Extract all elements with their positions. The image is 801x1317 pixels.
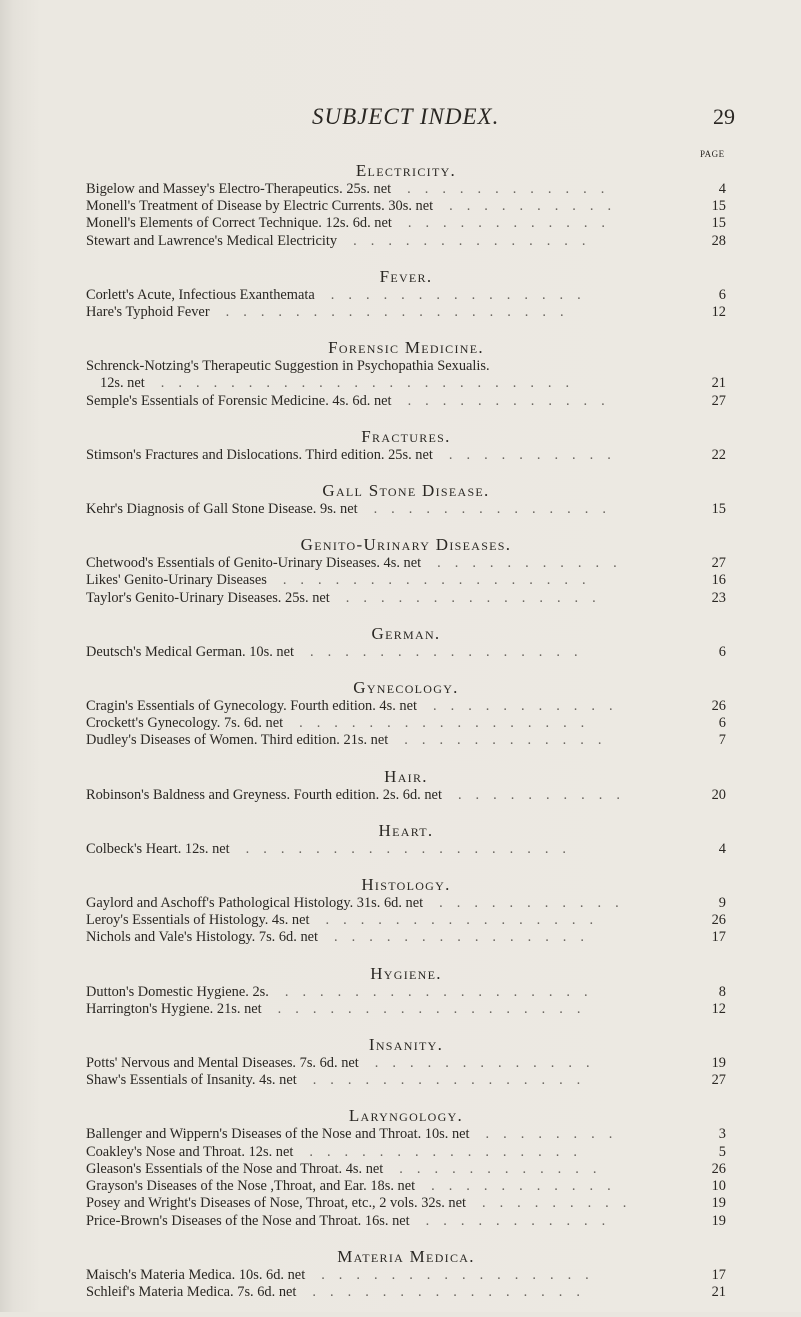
entry-title: Semple's Essentials of Forensic Medicine. 4s. 6d. net: [86, 392, 392, 409]
index-section: [86, 266, 726, 321]
index-entry: [86, 732, 726, 749]
dot-leader: ............: [407, 392, 619, 409]
index-entry: [86, 1072, 726, 1089]
dot-leader: ...........: [425, 1212, 620, 1229]
dot-leader: ...........: [431, 1178, 625, 1195]
entry-page-number: 20: [711, 786, 726, 803]
entry-title: Monell's Treatment of Disease by Electric Currents. 30s. net: [86, 198, 434, 215]
entry-title: Gleason's Essentials of the Nose and Throat. 4s. net: [86, 1160, 384, 1177]
index-entry: [86, 447, 726, 464]
index-entry: [86, 375, 726, 392]
entry-page-number: 15: [711, 215, 726, 232]
index-entry: [86, 912, 726, 929]
index-entry: [86, 1195, 726, 1212]
dot-leader: ..................: [284, 983, 602, 1000]
index-entry: [86, 393, 726, 410]
index-entry: [86, 287, 726, 304]
index-section: [86, 426, 726, 464]
entry-page-number: 21: [711, 375, 726, 392]
section-heading: Insanity.: [368, 1035, 444, 1055]
entry-title: Robinson's Baldness and Greyness. Fourth edition. 2s. 6d. net: [86, 786, 442, 803]
dot-leader: ................: [310, 643, 592, 660]
entry-title: Crockett's Gynecology. 7s. 6d. net: [86, 715, 284, 732]
entry-page-number: 19: [711, 1212, 726, 1229]
entry-title: 12s. net: [100, 375, 145, 392]
dot-leader: ................: [325, 912, 608, 929]
entry-title: Stewart and Lawrence's Medical Electricity: [86, 232, 338, 249]
index-entry: [86, 215, 726, 232]
entry-title: Colbeck's Heart. 12s. net: [86, 840, 230, 857]
index-entry: [86, 181, 726, 198]
index-entry: [86, 590, 726, 607]
index-entry: [86, 984, 726, 1001]
index-section: [86, 337, 726, 410]
index-section: [86, 963, 726, 1018]
index-entry: [86, 787, 726, 804]
index-entry: [86, 644, 726, 661]
entry-page-number: 17: [711, 1266, 726, 1283]
section-heading: Genito-Urinary Diseases.: [300, 535, 512, 555]
index-entry: [86, 572, 726, 589]
index-section: [86, 480, 726, 518]
section-heading: Laryngology.: [348, 1106, 464, 1126]
index-entry: [86, 1213, 726, 1230]
dot-leader: ................: [312, 1283, 594, 1300]
entry-title: Dutton's Domestic Hygiene. 2s.: [86, 983, 269, 1000]
entry-page-number: 27: [711, 1072, 726, 1089]
index-section: [86, 534, 726, 607]
dot-leader: ...................: [245, 840, 581, 857]
entry-page-number: 26: [711, 912, 726, 929]
entry-page-number: 5: [718, 1143, 726, 1160]
index-entry: [86, 1161, 726, 1178]
entry-page-number: 27: [711, 555, 726, 572]
entry-title: Maisch's Materia Medica. 10s. 6d. net: [86, 1266, 306, 1283]
index-entry: [86, 1001, 726, 1018]
index-entry: [86, 555, 726, 572]
index-entry: [86, 1144, 726, 1161]
section-heading: Heart.: [378, 820, 434, 840]
index-entry: [86, 929, 726, 946]
index-section: [86, 677, 726, 750]
entry-title: Likes' Genito-Urinary Diseases: [86, 572, 267, 589]
dot-leader: .........: [481, 1195, 641, 1212]
page-column-label: PAGE: [700, 149, 725, 159]
dot-leader: ............: [404, 732, 616, 749]
entry-page-number: 6: [718, 286, 726, 303]
entry-page-number: 15: [711, 198, 726, 215]
entry-title: Kehr's Diagnosis of Gall Stone Disease. 9s. net: [86, 501, 358, 518]
index-entry: [86, 1126, 726, 1143]
entry-page-number: 21: [711, 1283, 726, 1300]
entry-page-number: 6: [718, 715, 726, 732]
dot-leader: ........: [485, 1126, 627, 1143]
dot-leader: ................: [321, 1266, 603, 1283]
dot-leader: ....................: [225, 304, 578, 321]
entry-page-number: 16: [711, 572, 726, 589]
entry-page-number: 19: [711, 1195, 726, 1212]
dot-leader: ........................: [160, 375, 584, 392]
index-section: [86, 820, 726, 858]
entry-title: Schrenck-Notzing's Therapeutic Suggestion in Psychopathia Sexualis.: [86, 358, 490, 375]
section-heading: Fever.: [379, 266, 433, 286]
index-entry: [86, 715, 726, 732]
entry-page-number: 6: [718, 643, 726, 660]
page-number: 29: [713, 104, 735, 129]
index-entry: [86, 1284, 726, 1301]
entry-title: Price-Brown's Diseases of the Nose and Throat. 16s. net: [86, 1212, 410, 1229]
entry-page-number: 23: [711, 589, 726, 606]
section-heading: Gall Stone Disease.: [322, 481, 490, 501]
index-entry: [86, 841, 726, 858]
entry-page-number: 17: [711, 929, 726, 946]
dot-leader: ...........: [433, 698, 627, 715]
entry-title: Potts' Nervous and Mental Diseases. 7s. 6d. net: [86, 1055, 359, 1072]
dot-leader: ..............: [373, 501, 620, 518]
section-heading: Materia Medica.: [337, 1246, 475, 1266]
entry-page-number: 15: [711, 501, 726, 518]
entry-title: Shaw's Essentials of Insanity. 4s. net: [86, 1072, 297, 1089]
index-entry: [86, 1055, 726, 1072]
entry-title: Stimson's Fractures and Dislocations. Third edition. 25s. net: [86, 446, 433, 463]
entry-title: Bigelow and Massey's Electro-Therapeutics. 25s. net: [86, 181, 392, 197]
index-section: [86, 1034, 726, 1089]
dot-leader: ............: [407, 181, 619, 197]
entry-title: Corlett's Acute, Infectious Exanthemata: [86, 286, 315, 303]
entry-page-number: 12: [711, 304, 726, 321]
dot-leader: ...............: [345, 589, 610, 606]
index-entry: [86, 698, 726, 715]
running-title: SUBJECT INDEX.: [312, 104, 500, 129]
dot-leader: ..........: [449, 198, 626, 215]
index-entry: [86, 895, 726, 912]
index-entry: [86, 1178, 726, 1195]
dot-leader: ..........: [448, 446, 625, 463]
entry-title: Taylor's Genito-Urinary Diseases. 25s. net: [86, 589, 330, 606]
section-heading: Fractures.: [361, 426, 451, 446]
entry-title: Monell's Elements of Correct Technique. 12s. 6d. net: [86, 215, 392, 232]
index-section: [86, 623, 726, 661]
entry-page-number: 28: [711, 232, 726, 249]
entry-title: Harrington's Hygiene. 21s. net: [86, 1000, 262, 1017]
entry-title: Gaylord and Aschoff's Pathological Histology. 31s. 6d. net: [86, 895, 424, 912]
index-entry: [86, 233, 726, 250]
section-heading: Electricity.: [355, 161, 457, 180]
index-entry: [86, 1267, 726, 1284]
entry-title: Dudley's Diseases of Women. Third edition. 21s. net: [86, 732, 389, 749]
entry-title: Posey and Wright's Diseases of Nose, Throat, etc., 2 vols. 32s. net: [86, 1195, 466, 1212]
dot-leader: ..............: [353, 232, 600, 249]
dot-leader: ..................: [277, 1000, 595, 1017]
entry-page-number: 26: [711, 698, 726, 715]
index-section: [86, 1105, 726, 1229]
index-entry: [86, 198, 726, 215]
entry-title: Hare's Typhoid Fever: [86, 304, 210, 321]
entry-title: Grayson's Diseases of the Nose ,Throat, and Ear. 18s. net: [86, 1178, 416, 1195]
entry-title: Nichols and Vale's Histology. 7s. 6d. net: [86, 929, 319, 946]
entry-page-number: 4: [718, 840, 726, 857]
dot-leader: ..........: [457, 786, 634, 803]
section-heading: German.: [371, 623, 441, 643]
entry-page-number: 26: [711, 1160, 726, 1177]
dot-leader: ..................: [282, 572, 600, 589]
entry-page-number: 22: [711, 446, 726, 463]
dot-leader: ............: [399, 1160, 611, 1177]
entry-title: Coakley's Nose and Throat. 12s. net: [86, 1143, 294, 1160]
dot-leader: ...........: [437, 555, 631, 572]
entry-page-number: 3: [718, 1126, 726, 1143]
section-heading: Forensic Medicine.: [328, 338, 484, 358]
section-heading: Hair.: [384, 766, 428, 786]
index-section: [86, 160, 726, 250]
entry-title: Deutsch's Medical German. 10s. net: [86, 643, 295, 660]
entry-page-number: 10: [711, 1178, 726, 1195]
dot-leader: ...........: [439, 895, 633, 912]
dot-leader: .............: [374, 1055, 604, 1072]
index-entry: [86, 501, 726, 518]
dot-leader: .................: [299, 715, 599, 732]
subject-index-list: [86, 160, 726, 1317]
entry-page-number: 9: [718, 895, 726, 912]
entry-title: Schleif's Materia Medica. 7s. 6d. net: [86, 1283, 297, 1300]
entry-page-number: 7: [718, 732, 726, 749]
entry-title: Ballenger and Wippern's Diseases of the Nose and Throat. 10s. net: [86, 1126, 470, 1143]
dot-leader: ................: [312, 1072, 595, 1089]
dot-leader: ...............: [330, 286, 595, 303]
entry-page-number: 4: [718, 181, 726, 197]
entry-page-number: 12: [711, 1000, 726, 1017]
dot-leader: ...............: [334, 929, 598, 946]
index-section: [86, 766, 726, 804]
entry-title: Chetwood's Essentials of Genito-Urinary Diseases. 4s. net: [86, 555, 422, 572]
index-entry: [86, 358, 726, 375]
section-heading: Histology.: [361, 875, 451, 895]
dot-leader: ............: [407, 215, 620, 232]
entry-title: Cragin's Essentials of Gynecology. Fourth edition. 4s. net: [86, 698, 418, 715]
index-section: [86, 874, 726, 947]
dot-leader: ................: [309, 1143, 591, 1160]
section-heading: Gynecology.: [353, 678, 459, 698]
index-section: [86, 1246, 726, 1301]
index-entry: [86, 304, 726, 321]
entry-page-number: 19: [711, 1055, 726, 1072]
entry-page-number: 27: [711, 392, 726, 409]
entry-page-number: 8: [718, 983, 726, 1000]
entry-title: Leroy's Essentials of Histology. 4s. net: [86, 912, 310, 929]
section-heading: Hygiene.: [370, 963, 442, 983]
